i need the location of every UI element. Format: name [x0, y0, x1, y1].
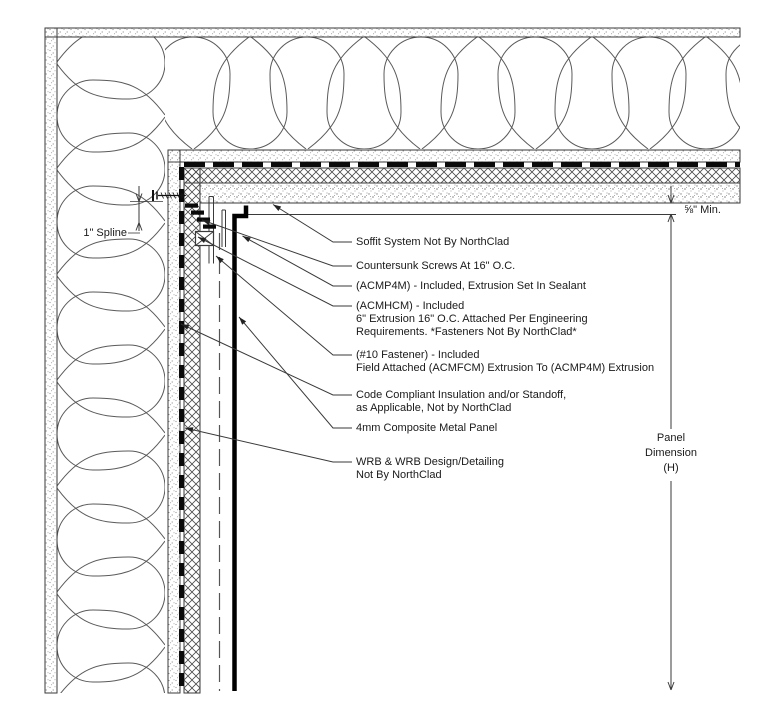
annotation-10-fastener — [356, 349, 654, 375]
annotation-text: WRB & WRB Design/Detailing — [356, 456, 504, 468]
annotation-soffit-system — [356, 236, 509, 249]
panel-dimension-line2: Dimension — [645, 447, 697, 459]
annotation-text: Field Attached (ACMFCM) Extrusion To (ACMP4M) Extrusion — [356, 362, 655, 374]
annotation-text: 4mm Composite Metal Panel — [356, 422, 498, 434]
top-sheathing-band — [45, 28, 740, 37]
annotation-text: 6" Extrusion 16" O.C. Attached Per Engineering — [356, 313, 588, 325]
panel-dimension-line1: Panel — [656, 432, 686, 444]
batt-insulation-top — [156, 37, 768, 149]
composite-panel — [235, 206, 247, 692]
annotation-text: Requirements. *Fasteners Not By NorthClad* — [356, 326, 577, 338]
soffit-assembly — [168, 150, 740, 215]
panel-dimension-label — [631, 431, 711, 476]
annotation-countersunk-screws — [356, 260, 515, 273]
annotation-wrb — [356, 456, 504, 482]
annotation-code-insulation — [356, 389, 566, 415]
annotation-text: (ACMP4M) - Included, Extrusion Set In Sealant — [356, 280, 586, 292]
batt-insulation-left — [57, 27, 165, 717]
left-sheathing-column — [45, 28, 57, 693]
annotation-text: (#10 Fastener) - Included — [356, 349, 480, 361]
annotation-text: Countersunk Screws At 16" O.C. — [356, 260, 516, 272]
annotation-text: (ACMHCM) - Included — [356, 300, 465, 312]
panel-dimension-line3: (H) — [663, 462, 679, 474]
annotation-text: Code Compliant Insulation and/or Standoff, — [356, 389, 567, 401]
annotation-text: Not By NorthClad — [356, 469, 442, 481]
annotation-text: as Applicable, Not by NorthClad — [356, 402, 512, 414]
annotation-text: Soffit System Not By NorthClad — [356, 236, 510, 248]
spline-dimension-label: 1" Spline — [83, 227, 127, 239]
annotation-composite-panel — [356, 422, 497, 435]
min-gap-dimension-label: ⅝" Min. — [684, 204, 721, 216]
annotation-acmhcm — [356, 300, 588, 339]
annotation-acmp4m — [356, 280, 586, 293]
